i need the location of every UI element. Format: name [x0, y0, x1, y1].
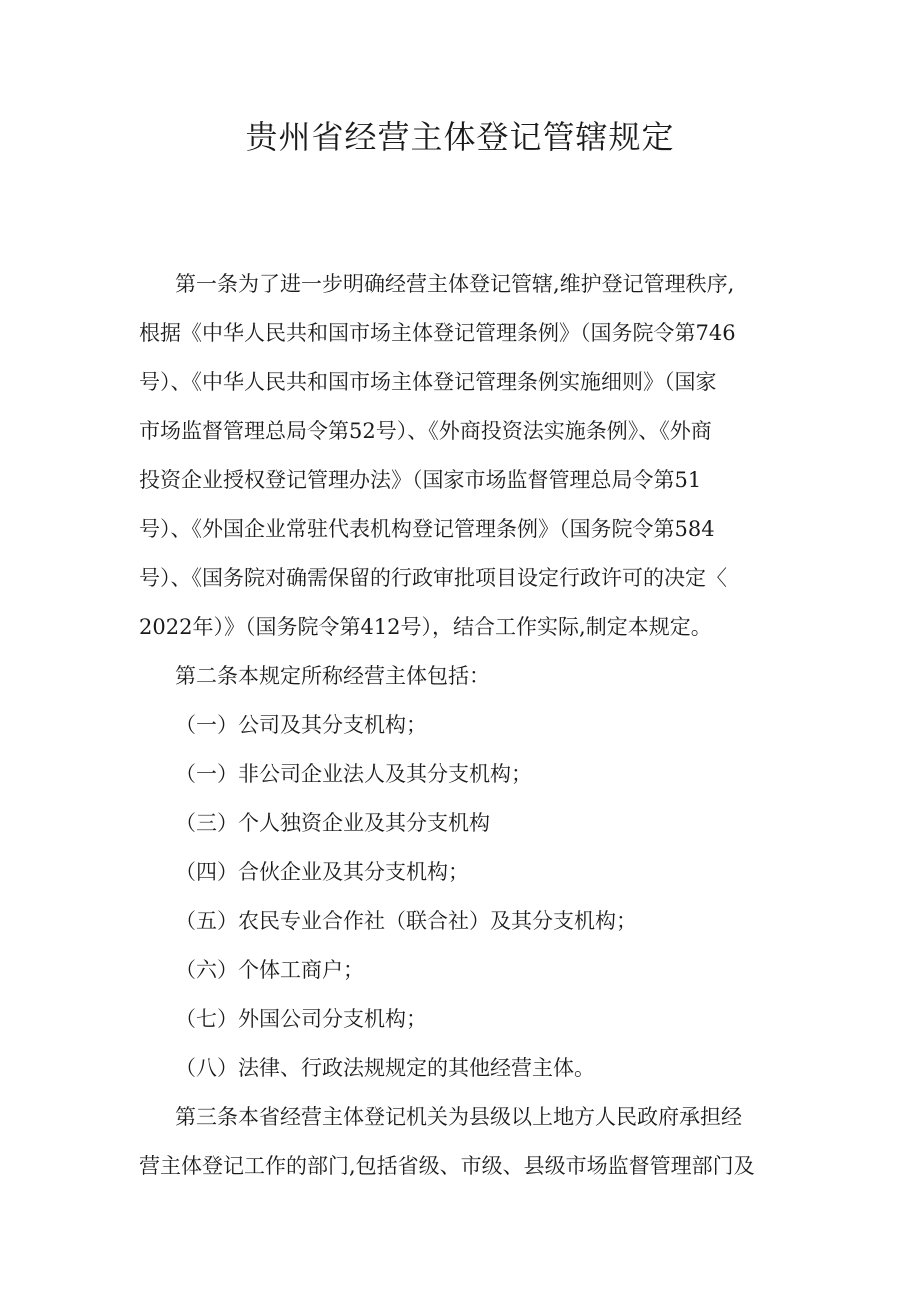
paragraph-line: 根据《中华人民共和国市场主体登记管理条例》（国务院令第746	[139, 321, 736, 345]
paragraph-line: 2022年）》（国务院令第412号），结合工作实际,制定本规定。	[139, 615, 712, 639]
paragraph-line: 第一条为了进一步明确经营主体登记管辖,维护登记管理秩序,	[175, 272, 735, 296]
list-item: （四）合伙企业及其分支机构；	[175, 860, 469, 884]
paragraph-line: 号）、《中华人民共和国市场主体登记管理条例实施细则》（国家	[139, 370, 717, 394]
list-item: （八）法律、行政法规规定的其他经营主体。	[175, 1056, 595, 1080]
paragraph-line: 投资企业授权登记管理办法》（国家市场监督管理总局令第51	[139, 468, 702, 492]
list-item: （一）公司及其分支机构；	[175, 713, 427, 737]
list-item: （六）个体工商户；	[175, 958, 364, 982]
list-item: （五）农民专业合作社（联合社）及其分支机构；	[175, 909, 637, 933]
list-item: （七）外国公司分支机构；	[175, 1007, 427, 1031]
paragraph-line: 号）、《外国企业常驻代表机构登记管理条例》（国务院令第584	[139, 517, 715, 541]
document-body	[139, 260, 781, 1191]
paragraph-line: 营主体登记工作的部门,包括省级、市级、县级市场监督管理部门及	[139, 1154, 755, 1178]
document-title: 贵州省经营主体登记管辖规定	[245, 118, 675, 156]
paragraph-line: 第三条本省经营主体登记机关为县级以上地方人民政府承担经	[175, 1105, 742, 1129]
paragraph-line: 号）、《国务院对确需保留的行政审批项目设定行政许可的决定〈	[139, 566, 727, 590]
list-item: （一）非公司企业法人及其分支机构；	[175, 762, 532, 786]
paragraph-line: 市场监督管理总局令第52号）、《外商投资法实施条例》、《外商	[139, 419, 712, 443]
article-heading-line: 第二条本规定所称经营主体包括：	[175, 664, 490, 688]
list-item: （三）个人独资企业及其分支机构	[175, 811, 490, 835]
